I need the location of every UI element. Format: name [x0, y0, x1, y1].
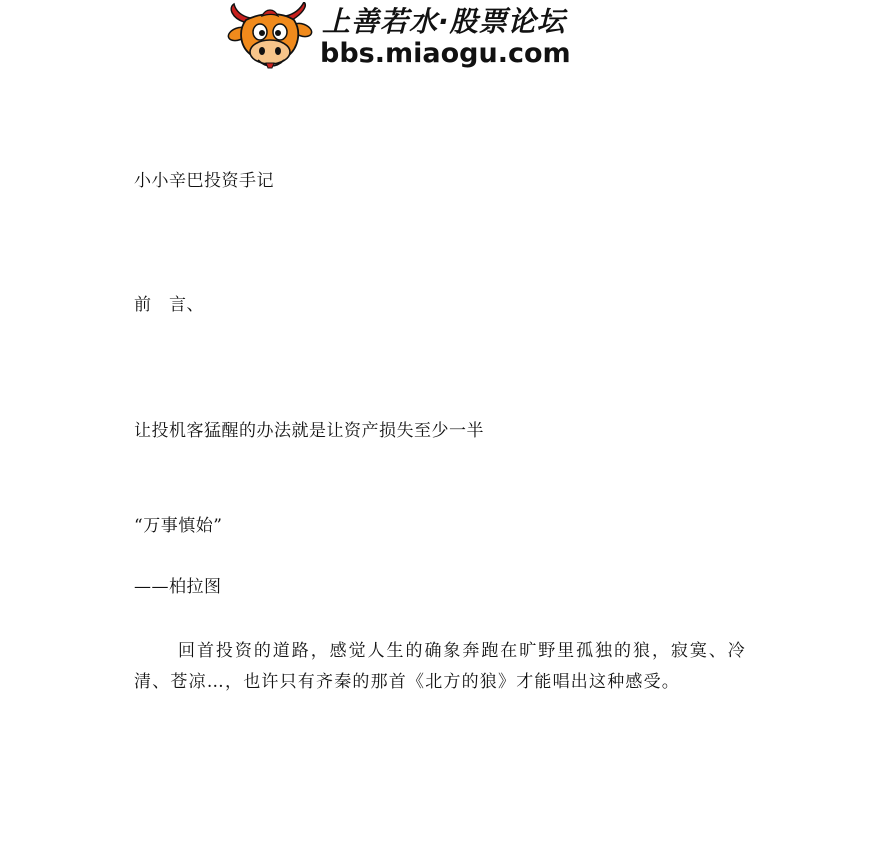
- document-title: 小小辛巴投资手记: [134, 171, 274, 191]
- quote-line: “万事慎始”: [134, 516, 223, 536]
- forum-url: bbs.miaogu.com: [320, 38, 571, 69]
- body-paragraph: 回首投资的道路，感觉人生的确象奔跑在旷野里孤独的狼，寂寞、冷清、苍凉…，也许只有齐秦的那首《北方的狼》才能唱出这种感受。: [134, 641, 746, 692]
- forum-name: 上善若水·股票论坛: [322, 5, 566, 38]
- cartoon-bull-mascot-icon: [222, 2, 318, 74]
- forum-logo-header: [222, 2, 652, 74]
- quote-author: ——柏拉图: [134, 577, 222, 597]
- motto-line: 让投机客猛醒的办法就是让资产损失至少一半: [134, 421, 484, 441]
- preface-heading: 前 言、: [134, 295, 204, 315]
